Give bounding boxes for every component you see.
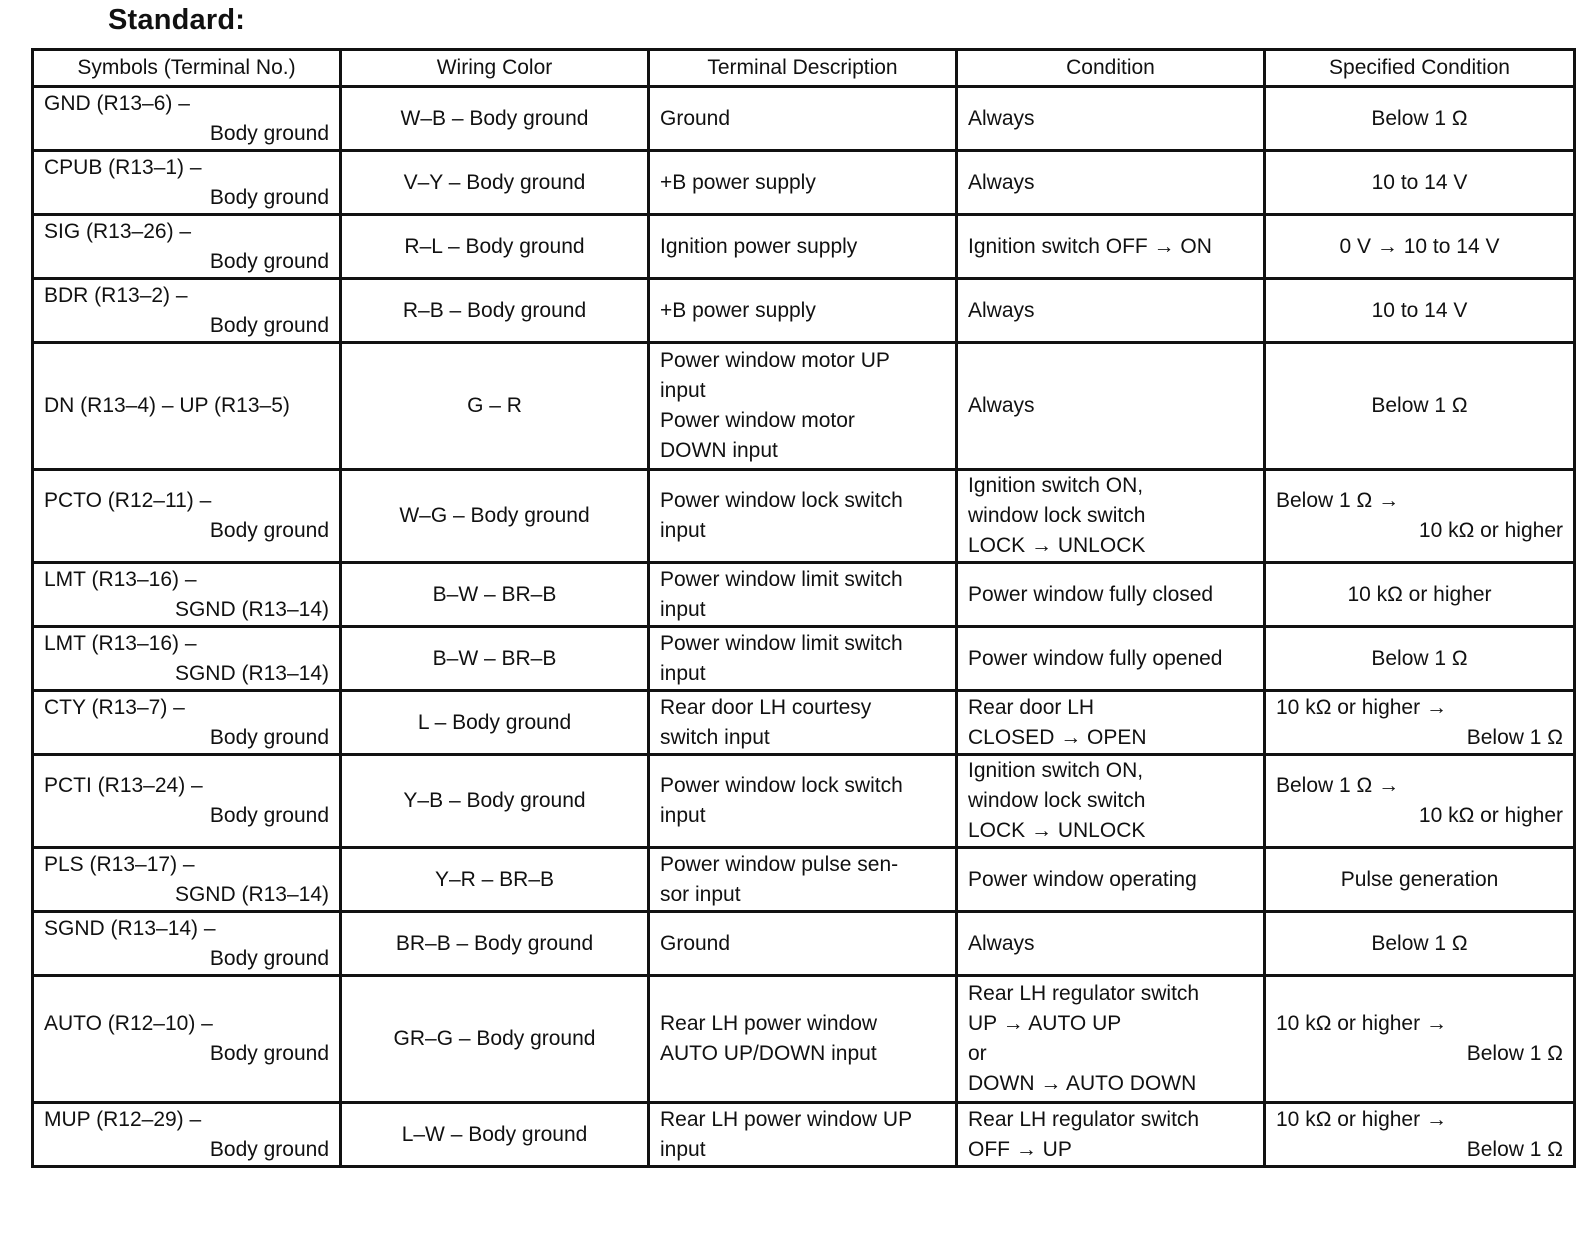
table-row: [33, 912, 1575, 976]
cell-line: Always: [968, 106, 1035, 130]
description-cell: [649, 87, 957, 151]
symbol-cell: [33, 691, 341, 755]
cell-line: Rear door LH: [968, 695, 1095, 719]
cell-line: Rear LH regulator switch: [968, 982, 1200, 1005]
cell-line: Power window operating: [968, 867, 1197, 891]
specified-condition-cell: [1265, 215, 1575, 279]
wiring-color-cell: Y–B – Body ground: [341, 755, 649, 848]
wiring-color-cell: V–Y – Body ground: [341, 151, 649, 215]
cell-line: Always: [968, 298, 1035, 322]
condition-cell: [957, 279, 1265, 343]
table-row: [33, 343, 1575, 470]
wiring-color-cell: R–L – Body ground: [341, 215, 649, 279]
cell-line: SIG (R13–26) –: [44, 219, 192, 243]
cell-line: +B power supply: [660, 298, 816, 322]
cell-line: Power window motor UP: [660, 349, 890, 372]
symbol-cell: [33, 279, 341, 343]
specified-condition-cell: [1265, 848, 1575, 912]
cell-line: Body ground: [209, 185, 329, 209]
specified-condition-cell: [1265, 691, 1575, 755]
table-row: [33, 563, 1575, 627]
cell-line: DN (R13–4) – UP (R13–5): [44, 394, 290, 417]
specified-condition-cell: [1265, 470, 1575, 563]
description-cell: [649, 912, 957, 976]
cell-line: Below 1 Ω: [1371, 646, 1468, 670]
condition-cell: [957, 1103, 1265, 1167]
description-cell: [649, 563, 957, 627]
description-cell: [649, 627, 957, 691]
cell-line: Body ground: [209, 249, 329, 273]
cell-line: SGND (R13–14): [174, 597, 329, 621]
cell-line: Below 1 Ω: [1466, 725, 1563, 749]
cell-line: Below 1 Ω: [1466, 1137, 1563, 1161]
cell-line: Power window fully opened: [968, 646, 1223, 670]
cell-line: Body ground: [209, 121, 329, 145]
cell-line: Power window motor: [660, 409, 855, 432]
table-header-row: [33, 50, 1575, 87]
symbol-cell: [33, 470, 341, 563]
wiring-color-cell: G – R: [341, 343, 649, 470]
cell-line: Body ground: [209, 725, 329, 749]
condition-cell: [957, 151, 1265, 215]
cell-line: PCTI (R13–24) –: [44, 774, 203, 797]
cell-line: 10 kΩ or higher →: [1276, 1107, 1447, 1131]
specified-condition-cell: [1265, 627, 1575, 691]
cell-line: Rear LH power window: [660, 1012, 878, 1035]
cell-line: SGND (R13–14) –: [44, 916, 216, 940]
column-header: Specified Condition: [1265, 50, 1575, 87]
description-cell: [649, 470, 957, 563]
table-row: [33, 976, 1575, 1103]
cell-line: 10 kΩ or higher: [1418, 519, 1563, 542]
cell-line: CTY (R13–7) –: [44, 695, 185, 719]
wiring-color-cell: B–W – BR–B: [341, 627, 649, 691]
specified-condition-cell: [1265, 343, 1575, 470]
symbol-cell: [33, 343, 341, 470]
description-cell: [649, 279, 957, 343]
condition-cell: [957, 976, 1265, 1103]
table-row: [33, 627, 1575, 691]
cell-line: Power window lock switch: [660, 774, 903, 797]
cell-line: 10 kΩ or higher →: [1276, 1012, 1447, 1035]
column-header: Wiring Color: [341, 50, 649, 87]
condition-cell: [957, 215, 1265, 279]
column-header: Terminal Description: [649, 50, 957, 87]
page-heading: Standard:: [108, 4, 246, 36]
cell-line: Power window fully closed: [968, 582, 1214, 606]
cell-line: 0 V → 10 to 14 V: [1339, 234, 1500, 258]
cell-line: Ground: [660, 931, 731, 955]
condition-cell: [957, 343, 1265, 470]
cell-line: Rear LH regulator switch: [968, 1107, 1200, 1131]
wiring-color-cell: R–B – Body ground: [341, 279, 649, 343]
wiring-color-cell: Y–R – BR–B: [341, 848, 649, 912]
specified-condition-cell: [1265, 1103, 1575, 1167]
condition-cell: [957, 627, 1265, 691]
cell-line: switch input: [660, 725, 770, 749]
cell-line: Below 1 Ω: [1371, 106, 1468, 130]
cell-line: Power window lock switch: [660, 489, 903, 512]
symbol-cell: [33, 848, 341, 912]
specified-condition-cell: [1265, 755, 1575, 848]
condition-cell: [957, 912, 1265, 976]
cell-line: Below 1 Ω: [1371, 931, 1468, 955]
cell-line: 10 to 14 V: [1371, 298, 1468, 322]
cell-line: input: [660, 804, 706, 827]
cell-line: SGND (R13–14): [174, 661, 329, 685]
cell-line: 10 to 14 V: [1371, 170, 1468, 194]
cell-line: Body ground: [209, 1137, 329, 1161]
description-cell: [649, 976, 957, 1103]
cell-line: LMT (R13–16) –: [44, 567, 197, 591]
description-cell: [649, 215, 957, 279]
condition-cell: [957, 470, 1265, 563]
specified-condition-cell: [1265, 563, 1575, 627]
cell-line: 10 kΩ or higher: [1418, 804, 1563, 827]
cell-line: SGND (R13–14): [174, 882, 329, 906]
cell-line: GND (R13–6) –: [44, 91, 190, 115]
cell-line: Power window pulse sen-: [660, 852, 899, 876]
wiring-color-cell: L – Body ground: [341, 691, 649, 755]
symbol-cell: [33, 627, 341, 691]
cell-line: +B power supply: [660, 170, 816, 194]
symbol-cell: [33, 912, 341, 976]
cell-line: input: [660, 519, 706, 542]
table-row: [33, 87, 1575, 151]
symbol-cell: [33, 87, 341, 151]
cell-line: window lock switch: [968, 789, 1146, 812]
cell-line: BDR (R13–2) –: [44, 283, 188, 307]
cell-line: LOCK → UNLOCK: [968, 534, 1146, 557]
cell-line: Rear door LH courtesy: [660, 695, 872, 719]
table-row: [33, 755, 1575, 848]
specified-condition-cell: [1265, 912, 1575, 976]
cell-line: Pulse generation: [1340, 867, 1499, 891]
cell-line: DOWN → AUTO DOWN: [968, 1072, 1197, 1095]
table-body: [33, 87, 1575, 1167]
cell-line: input: [660, 661, 706, 685]
symbol-cell: [33, 1103, 341, 1167]
cell-line: Below 1 Ω →: [1276, 489, 1400, 512]
cell-line: Power window limit switch: [660, 631, 903, 655]
description-cell: [649, 691, 957, 755]
cell-line: input: [660, 1137, 706, 1161]
wiring-color-cell: BR–B – Body ground: [341, 912, 649, 976]
cell-line: AUTO (R12–10) –: [44, 1012, 213, 1035]
cell-line: Ignition switch ON,: [968, 474, 1144, 497]
specified-condition-cell: [1265, 279, 1575, 343]
wiring-color-cell: W–B – Body ground: [341, 87, 649, 151]
table-row: [33, 279, 1575, 343]
specified-condition-cell: [1265, 151, 1575, 215]
condition-cell: [957, 848, 1265, 912]
cell-line: MUP (R12–29) –: [44, 1107, 202, 1131]
cell-line: Below 1 Ω: [1371, 394, 1468, 417]
cell-line: input: [660, 379, 706, 402]
cell-line: Rear LH power window UP: [660, 1107, 913, 1131]
cell-line: CPUB (R13–1) –: [44, 155, 202, 179]
cell-line: Body ground: [209, 519, 329, 542]
cell-line: Ground: [660, 106, 731, 130]
cell-line: Below 1 Ω →: [1276, 774, 1400, 797]
table-row: [33, 215, 1575, 279]
cell-line: Body ground: [209, 946, 329, 970]
cell-line: CLOSED → OPEN: [968, 725, 1147, 749]
cell-line: PCTO (R12–11) –: [44, 489, 212, 512]
condition-cell: [957, 87, 1265, 151]
cell-line: AUTO UP/DOWN input: [660, 1042, 877, 1065]
description-cell: [649, 343, 957, 470]
cell-line: LOCK → UNLOCK: [968, 819, 1146, 842]
condition-cell: [957, 691, 1265, 755]
cell-line: 10 kΩ or higher →: [1276, 695, 1447, 719]
symbol-cell: [33, 215, 341, 279]
cell-line: or: [968, 1042, 987, 1065]
cell-line: Always: [968, 931, 1035, 955]
standard-table: [31, 48, 1576, 1168]
description-cell: [649, 755, 957, 848]
wiring-color-cell: W–G – Body ground: [341, 470, 649, 563]
cell-line: PLS (R13–17) –: [44, 852, 195, 876]
symbol-cell: [33, 755, 341, 848]
cell-line: Ignition switch ON,: [968, 759, 1144, 782]
cell-line: Always: [968, 170, 1035, 194]
column-header: Symbols (Terminal No.): [33, 50, 341, 87]
wiring-color-cell: GR–G – Body ground: [341, 976, 649, 1103]
cell-line: UP → AUTO UP: [968, 1012, 1122, 1035]
description-cell: [649, 848, 957, 912]
cell-line: LMT (R13–16) –: [44, 631, 197, 655]
specified-condition-cell: [1265, 87, 1575, 151]
cell-line: Below 1 Ω: [1466, 1042, 1563, 1065]
condition-cell: [957, 755, 1265, 848]
table-row: [33, 151, 1575, 215]
symbol-cell: [33, 151, 341, 215]
cell-line: Body ground: [209, 804, 329, 827]
symbol-cell: [33, 563, 341, 627]
wiring-color-cell: L–W – Body ground: [341, 1103, 649, 1167]
symbol-cell: [33, 976, 341, 1103]
table-row: [33, 470, 1575, 563]
table-row: [33, 1103, 1575, 1167]
wiring-color-cell: B–W – BR–B: [341, 563, 649, 627]
specified-condition-cell: [1265, 976, 1575, 1103]
description-cell: [649, 151, 957, 215]
table-row: [33, 848, 1575, 912]
cell-line: sor input: [660, 882, 741, 906]
cell-line: Ignition power supply: [660, 234, 858, 258]
column-header: Condition: [957, 50, 1265, 87]
description-cell: [649, 1103, 957, 1167]
cell-line: DOWN input: [660, 439, 778, 462]
condition-cell: [957, 563, 1265, 627]
cell-line: OFF → UP: [968, 1137, 1072, 1161]
table-row: [33, 691, 1575, 755]
cell-line: Ignition switch OFF → ON: [968, 234, 1212, 258]
cell-line: 10 kΩ or higher: [1347, 582, 1492, 606]
cell-line: Body ground: [209, 1042, 329, 1065]
cell-line: Always: [968, 394, 1035, 417]
cell-line: input: [660, 597, 706, 621]
cell-line: Body ground: [209, 313, 329, 337]
cell-line: window lock switch: [968, 504, 1146, 527]
cell-line: Power window limit switch: [660, 567, 903, 591]
